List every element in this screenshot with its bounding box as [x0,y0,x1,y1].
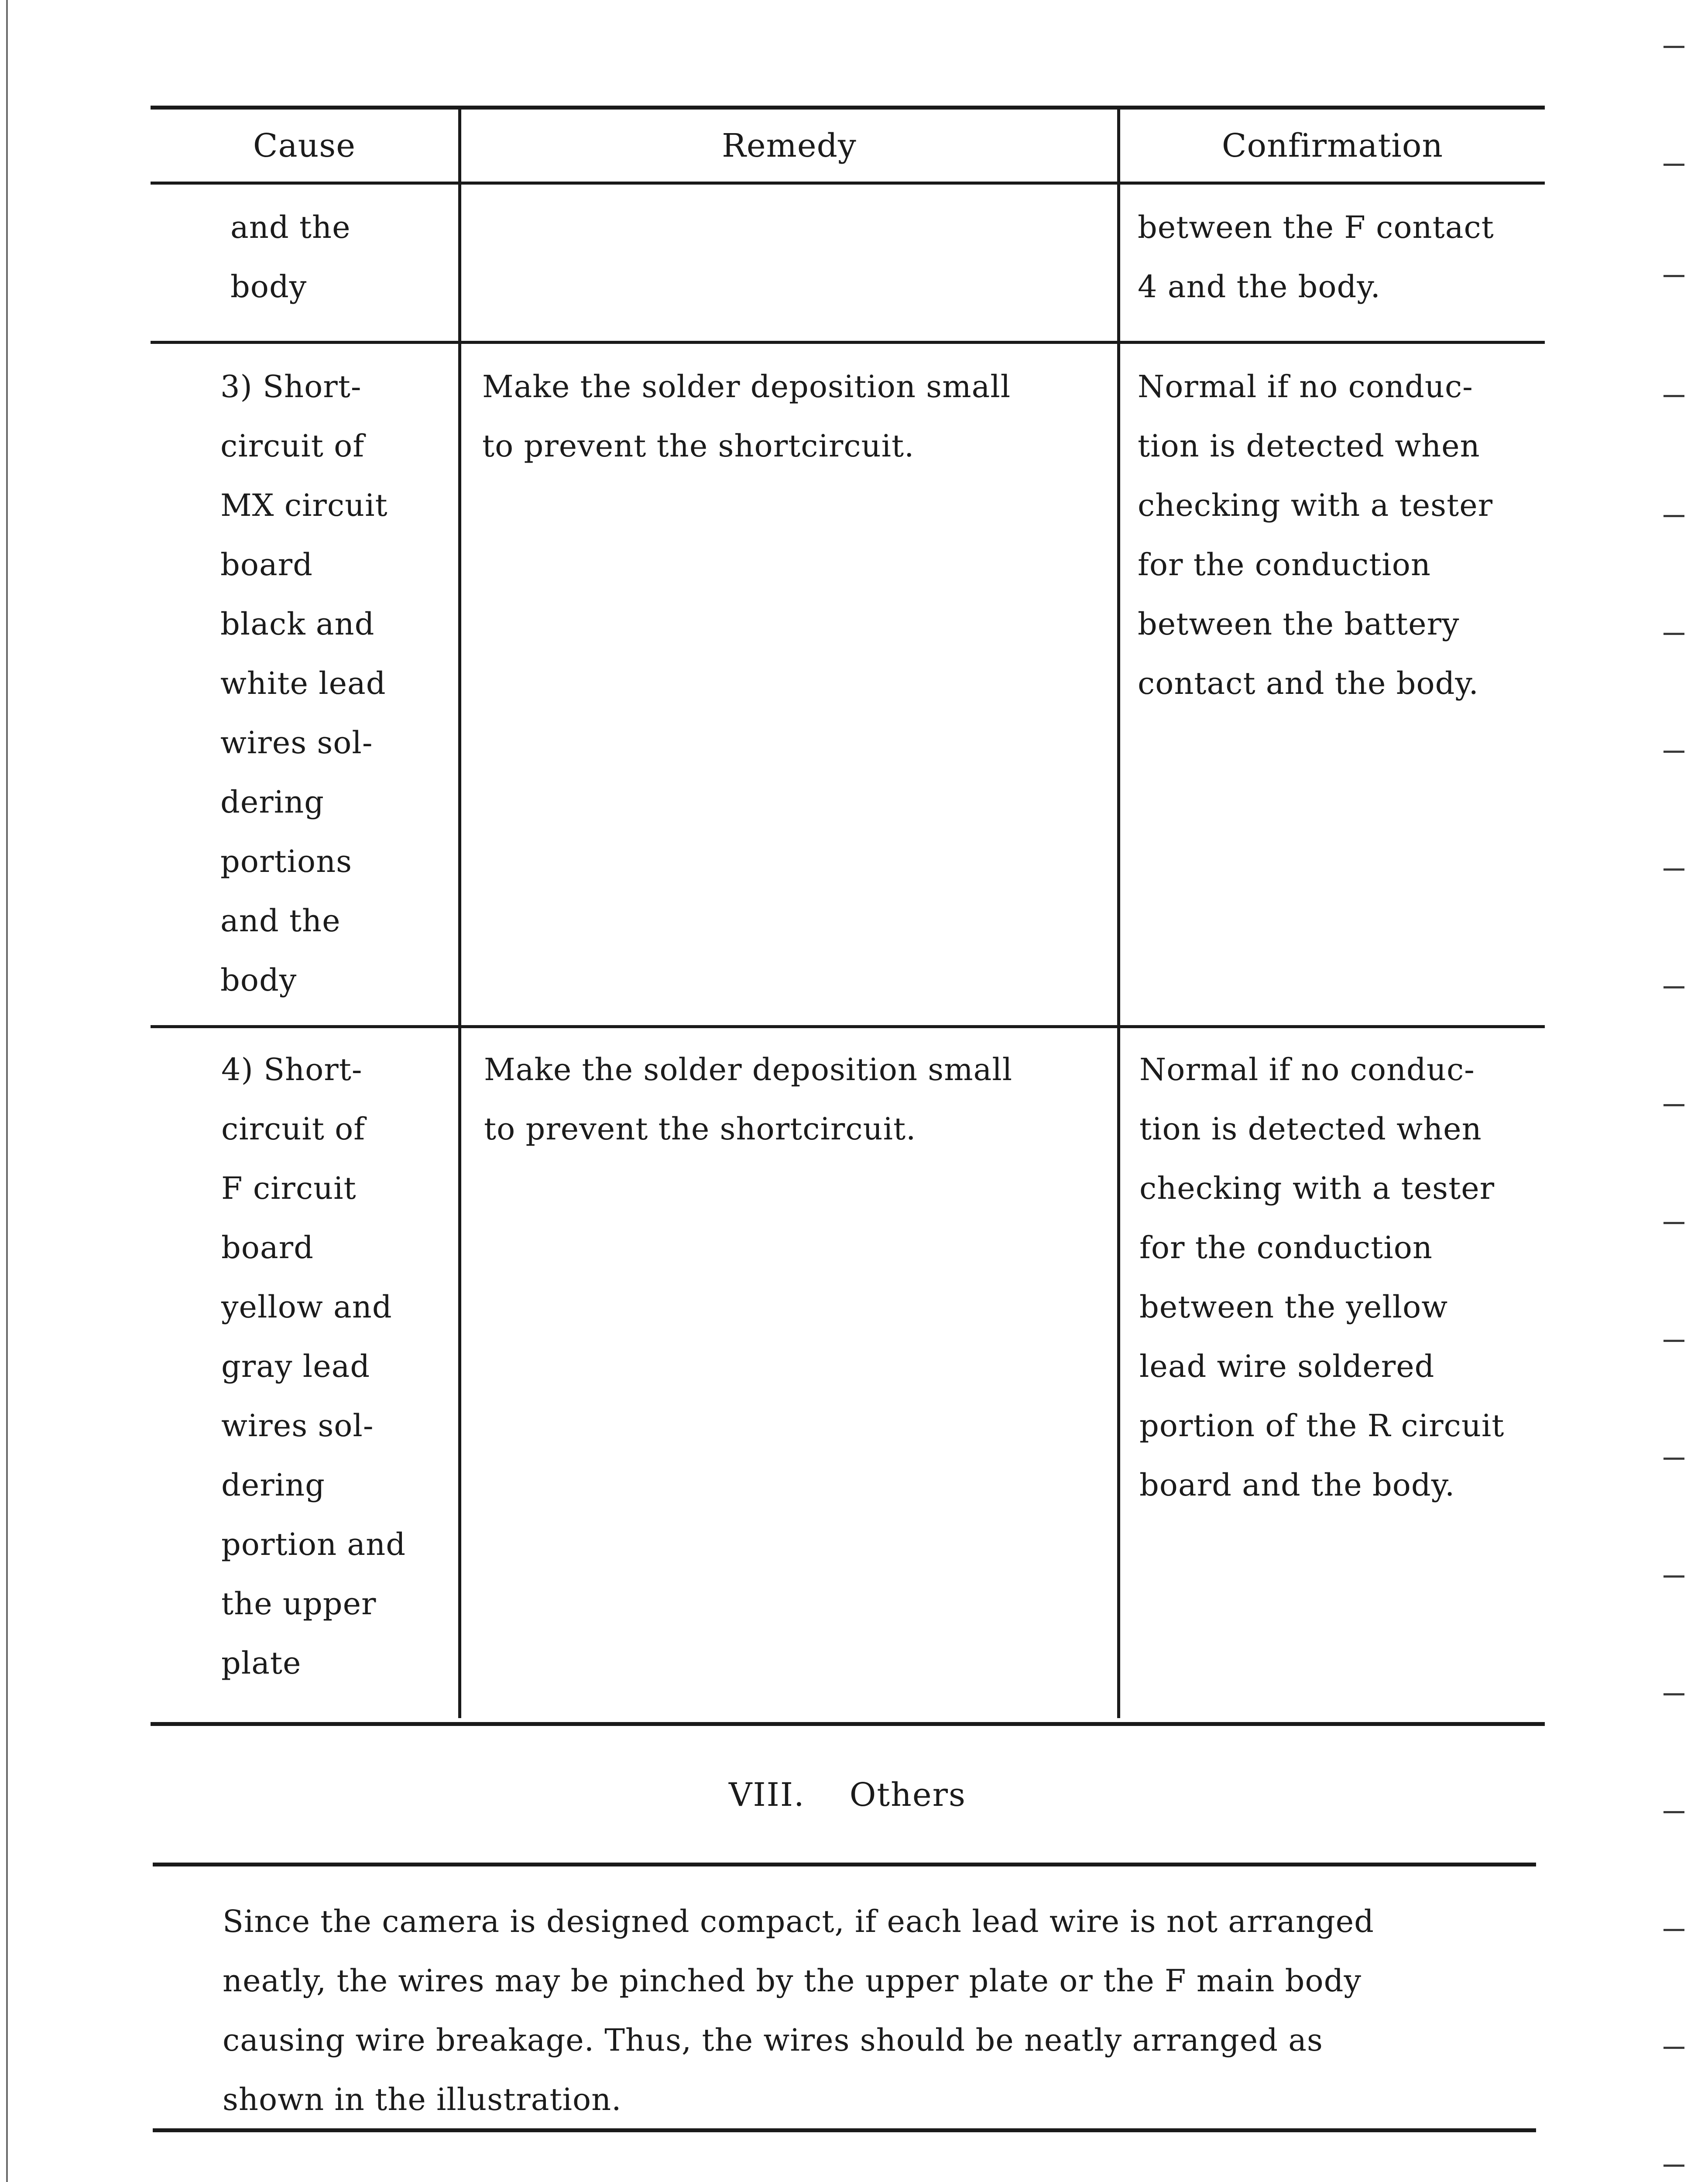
margin-mark [1663,986,1684,988]
row-rule [151,1025,1545,1028]
margin-mark [1663,515,1684,517]
column-header-remedy: Remedy [722,127,857,165]
margin-mark [1663,1458,1684,1460]
margin-mark [1663,633,1684,635]
table-row-2-cause: 3) Short- circuit of MX circuit board black and white lead wires sol- dering portions and the body [220,369,388,998]
column-header-cause: Cause [253,127,356,165]
others-notes-text: Since the camera is designed compact, if each lead wire is not arranged neatly, the wires may be pinched by the upper plate or the F main body causing wire breakage. Thus, the wires should be neatly arranged as shown in the illustration. [223,1904,1374,2117]
margin-mark [1663,1222,1684,1224]
table-row-3-remedy: Make the solder deposition small to prevent the shortcircuit. [484,1052,1013,1147]
margin-mark [1663,868,1684,871]
table-row-3-cause: 4) Short- circuit of F circuit board yellow and gray lead wires sol- dering portion and the upper plate [221,1052,406,1681]
margin-mark [1663,164,1684,166]
column-divider [1117,110,1120,1718]
margin-registration-marks [1663,0,1698,2182]
others-notes-box [153,1863,1536,2132]
table-row-1-confirmation: between the F contact 4 and the body. [1138,209,1494,305]
margin-mark [1663,751,1684,753]
column-divider [458,110,461,1718]
margin-mark [1663,1340,1684,1342]
table-row-1-cause: and the body [230,209,351,305]
table-row-2-remedy: Make the solder deposition small to prevent the shortcircuit. [482,369,1011,464]
row-rule [151,341,1545,344]
margin-mark [1663,1104,1684,1106]
margin-mark [1663,1693,1684,1695]
header-rule [151,182,1545,185]
margin-mark [1663,1575,1684,1578]
table-row-3-confirmation: Normal if no conduc- tion is detected when checking with a tester for the conduction between the yellow lead wire soldered portion of the R circuit board and the body. [1139,1052,1505,1503]
margin-mark [1663,2047,1684,2049]
margin-mark [1663,46,1684,48]
troubleshooting-table [151,106,1545,1726]
section-heading [729,1776,966,1814]
margin-mark [1663,395,1684,397]
section-title: Others [849,1776,966,1814]
column-header-confirmation: Confirmation [1221,127,1444,165]
table-row-2-confirmation: Normal if no conduc- tion is detected when checking with a tester for the conduction between the battery contact and the body. [1138,369,1493,701]
margin-mark [1663,1811,1684,1813]
margin-mark [1663,2165,1684,2167]
section-number: VIII. [729,1776,805,1814]
scan-left-edge [6,0,8,2182]
margin-mark [1663,275,1684,277]
margin-mark [1663,1929,1684,1931]
